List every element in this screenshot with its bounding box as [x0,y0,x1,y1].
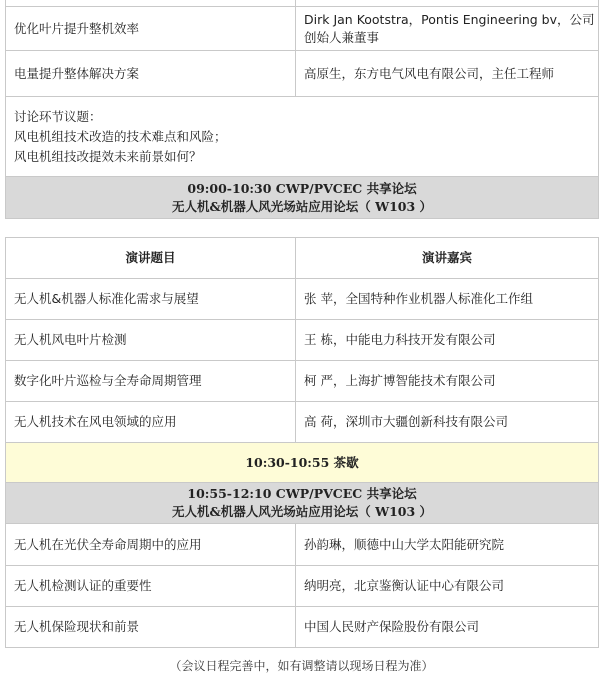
topic-cell: 优化叶片提升整机效率 [6,7,296,51]
topic-cell: 电量提升整体解决方案 [6,51,296,97]
speaker-cell: 高原生，东方电气风电有限公司，主任工程师 [296,51,599,97]
topic-cell: 数字化叶片巡检与全寿命周期管理 [6,361,296,402]
tea-break: 10:30-10:55 茶歇 [6,443,599,483]
table-row [6,279,599,320]
session-header-row [6,177,599,219]
speaker-cell: 高 荷，深圳市大疆创新科技有限公司 [296,402,599,443]
discussion-item: 风电机组技术改造的技术难点和风险； [14,128,227,144]
speaker-cell: 纳明亮，北京鉴衡认证中心有限公司 [296,566,599,607]
agenda-table-top [5,0,599,219]
discussion-cell [6,97,599,177]
discussion-row [6,97,599,177]
table-row [6,607,599,648]
topic-cell: 无人机风电叶片检测 [6,320,296,361]
speaker-cell: 中国人民财产保险股份有限公司 [296,607,599,648]
speaker-cell: Dirk Jan Kootstra，Pontis Engineering bv，公司创始人兼董事 [296,7,599,51]
speaker-cell: 王 栋，中能电力科技开发有限公司 [296,320,599,361]
session-title: 无人机&机器人风光场站应用论坛（ W103 ） [171,198,433,214]
session-time: 09:00-10:30 CWP/PVCEC 共享论坛 [187,180,417,196]
column-header-speaker: 演讲嘉宾 [296,238,599,279]
tea-break-row [6,443,599,483]
table-row [6,51,599,97]
session-time: 10:55-12:10 CWP/PVCEC 共享论坛 [187,486,417,501]
topic-cell: 无人机检测认证的重要性 [6,566,296,607]
speaker-cell: 张 苹，全国特种作业机器人标准化工作组 [296,279,599,320]
table-row [6,566,599,607]
table-row [6,524,599,566]
discussion-item: 风电机组技改提效未来前景如何？ [14,148,202,164]
table-row [6,7,599,51]
topic-cell: 无人机&机器人标准化需求与展望 [6,279,296,320]
session-header [6,483,599,524]
column-header-row [6,238,599,279]
column-header-topic: 演讲题目 [6,238,296,279]
topic-cell: 无人机在光伏全寿命周期中的应用 [6,524,296,566]
session-title: 无人机&机器人风光场站应用论坛（ W103 ） [171,504,433,519]
topic-cell: 无人机技术在风电领域的应用 [6,402,296,443]
session-header [6,177,599,219]
topic-cell: 无人机保险现状和前景 [6,607,296,648]
discussion-title: 讨论环节议题： [14,108,102,124]
speaker-cell: 柯 严，上海扩博智能技术有限公司 [296,361,599,402]
table-row [6,320,599,361]
speaker-cell: 孙韵琳，顺德中山大学太阳能研究院 [296,524,599,566]
session-header-row [6,483,599,524]
agenda-table-bottom [5,237,599,648]
footer-note: （会议日程完善中，如有调整请以现场日程为准） [169,659,434,673]
table-row [6,402,599,443]
table-row [6,361,599,402]
